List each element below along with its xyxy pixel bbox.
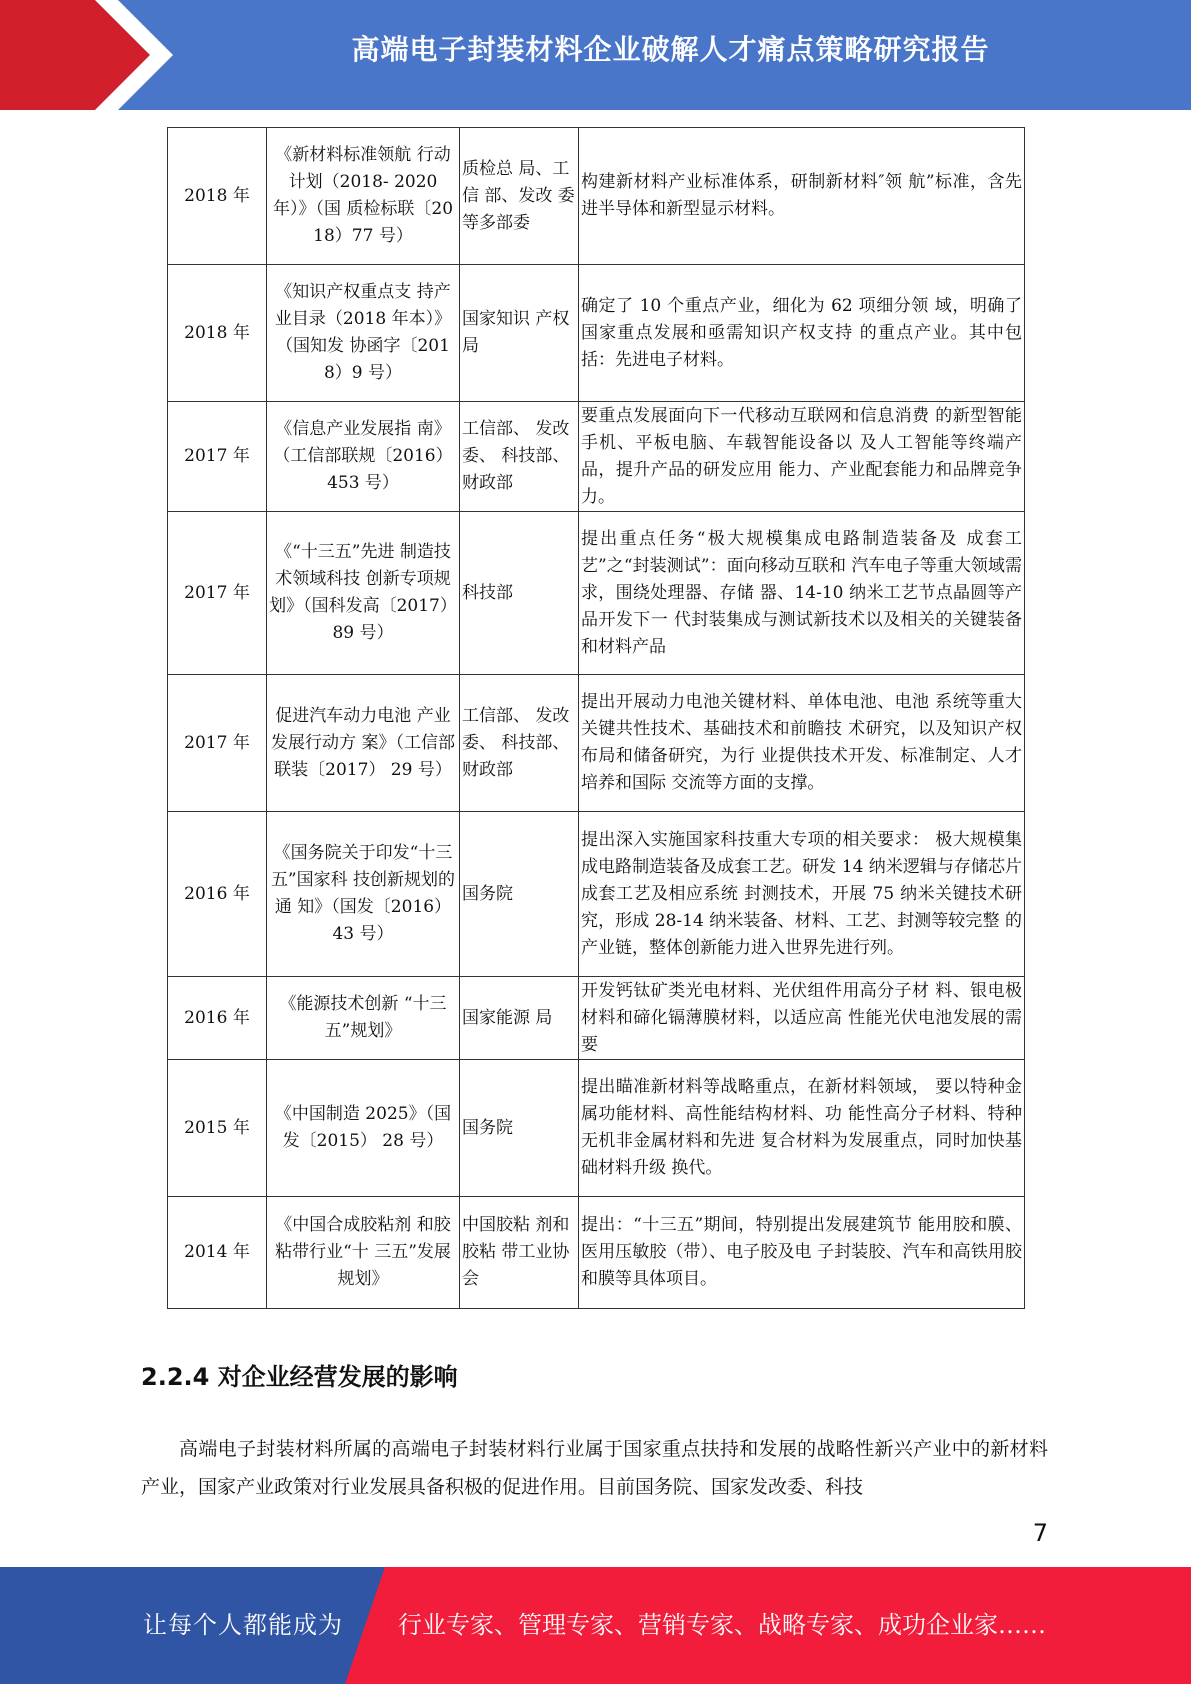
content-cell: 提出瞄准新材料等战略重点，在新材料领域， 要以特种金属功能材料、高性能结构材料、功 能性高分子材料、特种无机非金属材料和先进 复合材料为发展重点，同时加快基础材料升级 换代。 [579, 1060, 1025, 1197]
department-cell: 国家知识 产权局 [460, 265, 579, 402]
page-header [0, 0, 1191, 110]
content-cell: 构建新材料产业标准体系，研制新材料″领 航”标准，含先进半导体和新型显示材料。 [579, 128, 1025, 265]
table-row [168, 402, 1025, 512]
content-cell: 提出：“十三五”期间，特别提出发展建筑节 能用胶和膜、医用压敏胶（带）、电子胶及电 子封装胶、汽车和高铁用胶和膜等具体项目。 [579, 1197, 1025, 1309]
department-cell: 科技部 [460, 512, 579, 675]
content-cell: 提出深入实施国家科技重大专项的相关要求： 极大规模集成电路制造装备及成套工艺。研发 14 纳米逻辑与存储芯片成套工艺及相应系统 封测技术，开展 75 纳米关键技术研究，形成 28-14 纳米装备、材料、工艺、封测等较完整 的产业链，整体创新能力进入世界先进行列。 [579, 812, 1025, 977]
body-paragraph: 高端电子封装材料所属的高端电子封装材料行业属于国家重点扶持和发展的战略性新兴产业中的新材料产业，国家产业政策对行业发展具备积极的促进作用。目前国务院、国家发改委、科技 [141, 1438, 1048, 1498]
department-cell: 中国胶粘 剂和胶粘 带工业协 会 [460, 1197, 579, 1309]
year-cell: 2015 年 [168, 1060, 267, 1197]
year-cell: 2017 年 [168, 675, 267, 812]
document-cell: 《“十三五”先进 制造技术领域科技 创新专项规划》（国科发高〔2017）89 号） [267, 512, 460, 675]
year-cell: 2018 年 [168, 128, 267, 265]
section-heading: 2.2.4 对企业经营发展的影响 [141, 1363, 458, 1391]
document-cell: 《国务院关于印发“十三五”国家科 技创新规划的通 知》（国发〔2016） 43 号） [267, 812, 460, 977]
content-cell: 提出开展动力电池关键材料、单体电池、电池 系统等重大关键共性技术、基础技术和前瞻技 术研究，以及知识产权布局和储备研究，为行 业提供技术开发、标准制定、人才培养和国际 交流等方面的支撑。 [579, 675, 1025, 812]
content-cell: 要重点发展面向下一代移动互联网和信息消费 的新型智能手机、平板电脑、车载智能设备以 及人工智能等终端产品，提升产品的研发应用 能力、产业配套能力和品牌竞争力。 [579, 402, 1025, 512]
content-cell: 确定了 10 个重点产业，细化为 62 项细分领 域，明确了国家重点发展和亟需知识产权支持 的重点产业。其中包括：先进电子材料。 [579, 265, 1025, 402]
year-cell: 2017 年 [168, 512, 267, 675]
department-cell: 工信部、 发改委、 科技部、 财政部 [460, 402, 579, 512]
document-cell: 《中国制造 2025》（国发〔2015） 28 号） [267, 1060, 460, 1197]
year-cell: 2014 年 [168, 1197, 267, 1309]
page-footer [0, 1567, 1191, 1684]
year-cell: 2016 年 [168, 977, 267, 1060]
table-row [168, 675, 1025, 812]
year-cell: 2017 年 [168, 402, 267, 512]
table-row [168, 512, 1025, 675]
table-row [168, 1060, 1025, 1197]
footer-slogan-left: 让每个人都能成为 [143, 1611, 343, 1639]
document-cell: 《信息产业发展指 南》（工信部联规〔2016） 453 号） [267, 402, 460, 512]
table-row [168, 1197, 1025, 1309]
header-title: 高端电子封装材料企业破解人才痛点策略研究报告 [351, 33, 990, 66]
department-cell: 国务院 [460, 812, 579, 977]
table-row [168, 128, 1025, 265]
document-cell: 《能源技术创新 “十三五”规划》 [267, 977, 460, 1060]
year-cell: 2018 年 [168, 265, 267, 402]
document-cell: 促进汽车动力电池 产业发展行动方 案》（工信部联装〔2017） 29 号） [267, 675, 460, 812]
document-cell: 《知识产权重点支 持产业目录（2018 年本）》（国知发 协函字〔2018）9 号） [267, 265, 460, 402]
footer-slogan-right: 行业专家、管理专家、营销专家、战略专家、成功企业家…… [398, 1611, 1046, 1639]
department-cell: 工信部、 发改委、 科技部、 财政部 [460, 675, 579, 812]
policy-table [167, 127, 1025, 1309]
document-cell: 《中国合成胶粘剂 和胶粘带行业“十 三五”发展规划》 [267, 1197, 460, 1309]
content-cell: 开发钙钛矿类光电材料、光伏组件用高分子材 料、银电极材料和碲化镉薄膜材料，以适应高 性能光伏电池发展的需要 [579, 977, 1025, 1060]
document-cell: 《新材料标准领航 行动计划（2018- 2020 年）》（国 质检标联〔2018）77 号） [267, 128, 460, 265]
year-cell: 2016 年 [168, 812, 267, 977]
department-cell: 质检总 局、工信 部、发改 委等多部委 [460, 128, 579, 265]
table-row [168, 265, 1025, 402]
department-cell: 国务院 [460, 1060, 579, 1197]
table-row [168, 812, 1025, 977]
department-cell: 国家能源 局 [460, 977, 579, 1060]
page-number: 7 [1032, 1519, 1048, 1547]
content-cell: 提出重点任务“极大规模集成电路制造装备及 成套工艺”之“封装测试”：面向移动互联和 汽车电子等重大领域需求，围绕处理器、存储 器、14-10 纳米工艺节点晶圆等产品开发下一 代封装集成与测试新技术以及相关的关键装备 和材料产品 [579, 512, 1025, 675]
table-row [168, 977, 1025, 1060]
